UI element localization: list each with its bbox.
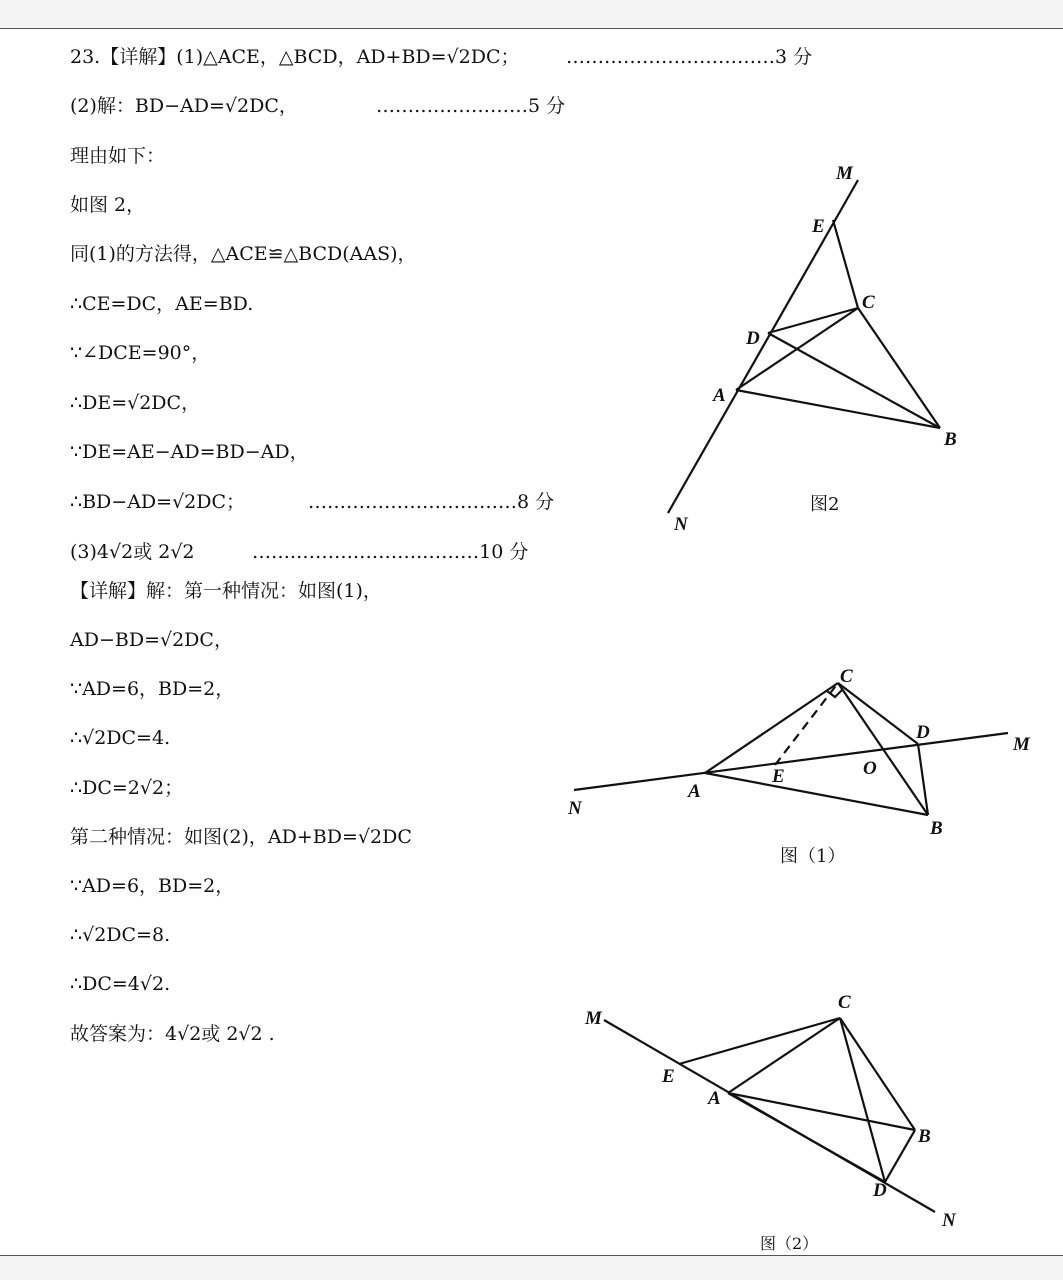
score-marker: …….……….……….………10 分: [252, 541, 529, 563]
text-line: [70, 144, 165, 168]
line-text: 第二种情况：如图(2)，AD+BD=√2DC: [70, 826, 412, 848]
text-line: [70, 776, 183, 800]
point-label-c: C: [840, 666, 853, 687]
line-text: 故答案为：4√2或 2√2 .: [70, 1023, 275, 1045]
line-text: ∵∠DCE=90°，: [70, 342, 211, 364]
text-line: [70, 292, 253, 316]
text-line: [70, 490, 555, 514]
score-marker: ……………………5 分: [376, 95, 566, 117]
point-label-a: A: [713, 385, 726, 406]
line-text: ∴DC=2√2；: [70, 777, 184, 799]
point-label-b: B: [918, 1126, 931, 1147]
score-marker: ……………………………8 分: [308, 491, 555, 513]
line-mn: [668, 180, 858, 513]
figure-2-caption: 图2: [810, 494, 840, 515]
segment-ac: [705, 683, 838, 773]
line-text: ∴√2DC=4.: [70, 727, 171, 749]
figure-1-diagram: [560, 660, 1040, 840]
segment-ec: [679, 1018, 840, 1064]
right-angle-mark: [827, 690, 842, 697]
segment-ab: [728, 1093, 915, 1130]
figure-1: [560, 660, 1040, 840]
line-text: (2)解：BD−AD=√2DC，: [70, 95, 298, 117]
point-label-e: E: [662, 1066, 675, 1087]
text-line: [70, 440, 309, 464]
point-label-d: D: [873, 1180, 887, 1201]
score-marker: ……………………………3 分: [566, 46, 813, 68]
segment-cb: [838, 683, 928, 815]
line-text: 23.【详解】(1)△ACE，△BCD，AD+BD=√2DC；: [70, 46, 520, 68]
point-label-c: C: [862, 292, 875, 313]
text-line: [70, 972, 170, 996]
text-line: [70, 628, 233, 652]
point-label-d: D: [916, 722, 930, 743]
text-line: [70, 94, 566, 118]
point-label-n: N: [942, 1210, 956, 1231]
point-label-m: M: [836, 163, 853, 184]
point-label-e: E: [772, 766, 785, 787]
point-label-o: O: [863, 758, 877, 779]
figure-2: [640, 150, 980, 540]
segment-ab: [705, 773, 928, 815]
figure-2b-caption: 图（2）: [760, 1234, 819, 1253]
line-text: (3)4√2或 2√2: [70, 541, 195, 563]
line-text: 【详解】解：第一种情况：如图(1)，: [70, 580, 382, 602]
point-label-b: B: [944, 429, 957, 450]
line-text: ∴CE=DC，AE=BD.: [70, 293, 254, 315]
line-text: ∵AD=6，BD=2，: [70, 875, 235, 897]
point-label-n: N: [674, 514, 688, 535]
segment-ab: [736, 390, 940, 428]
line-nm: [574, 733, 1008, 790]
text-line: [70, 1022, 275, 1046]
point-label-a: A: [688, 781, 701, 802]
segment-ec-dashed: [775, 683, 838, 765]
line-text: ∵AD=6，BD=2，: [70, 678, 235, 700]
figure-2-diagram: [640, 150, 980, 540]
line-text: ∴BD−AD=√2DC；: [70, 491, 246, 513]
figure-2b-diagram: [580, 990, 980, 1230]
text-line: [70, 923, 170, 947]
segment-cb: [858, 308, 940, 428]
figure-2b: [580, 990, 980, 1230]
text-line: [70, 874, 234, 898]
figure-1-caption: 图（1）: [780, 846, 846, 867]
point-label-m: M: [1013, 734, 1030, 755]
point-label-c: C: [838, 992, 851, 1013]
line-text: ∴DE=√2DC，: [70, 392, 201, 414]
text-line: [70, 540, 529, 564]
point-label-b: B: [930, 818, 943, 839]
text-line: [70, 825, 412, 849]
text-line: [70, 726, 170, 750]
line-text: AD−BD=√2DC，: [70, 629, 233, 651]
line-text: ∴√2DC=8.: [70, 924, 171, 946]
line-text: ∵DE=AE−AD=BD−AD，: [70, 441, 309, 463]
point-label-a: A: [708, 1088, 721, 1109]
point-label-m: M: [585, 1008, 602, 1029]
segment-cd: [840, 1018, 885, 1182]
text-line: [70, 677, 234, 701]
segment-ac: [728, 1018, 840, 1093]
text-line: [70, 579, 382, 603]
segment-bd: [885, 1130, 915, 1182]
text-line: [70, 391, 200, 415]
segment-db: [768, 333, 940, 428]
text-line: [70, 242, 417, 266]
segment-ec: [833, 220, 858, 308]
point-label-d: D: [746, 328, 760, 349]
line-text: ∴DC=4√2.: [70, 973, 171, 995]
segment-cb: [840, 1018, 915, 1130]
line-text: 如图 2，: [70, 194, 146, 216]
line-text: 同(1)的方法得，△ACE≌△BCD(AAS)，: [70, 243, 417, 265]
text-line: [70, 193, 145, 217]
segment-cd: [838, 683, 918, 744]
text-line: [70, 341, 210, 365]
point-label-e: E: [812, 216, 825, 237]
text-line: [70, 45, 813, 69]
line-text: 理由如下：: [70, 145, 166, 167]
point-label-n: N: [568, 798, 582, 819]
segment-ad: [728, 1093, 885, 1182]
segment-dc: [768, 308, 858, 333]
